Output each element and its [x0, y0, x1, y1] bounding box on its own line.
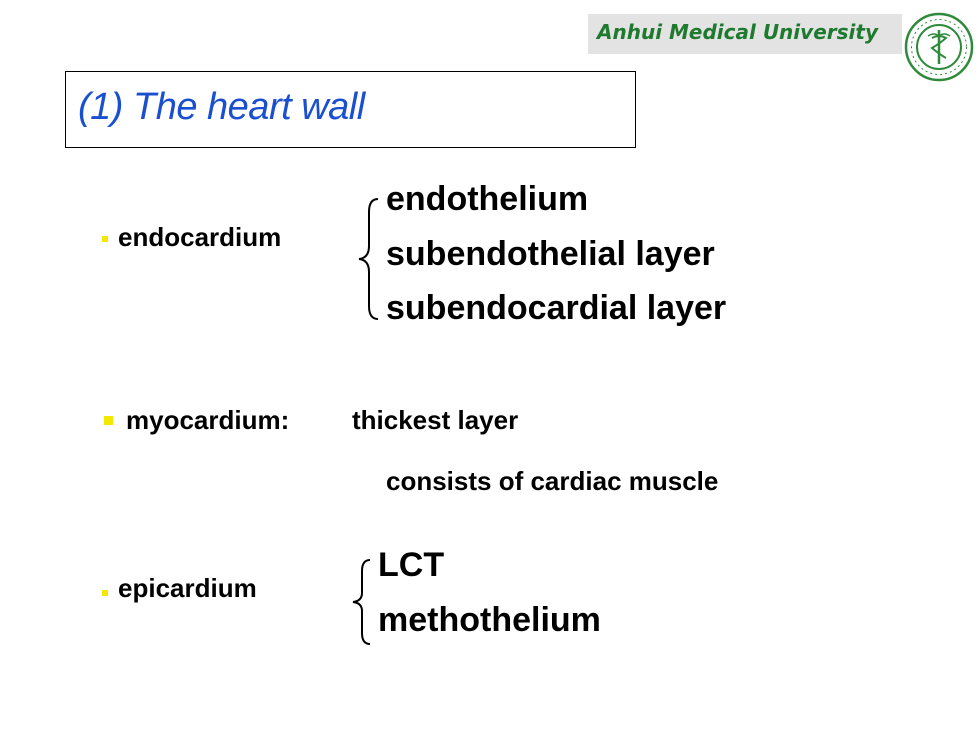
- endocardium-part-3: subendocardial layer: [386, 289, 727, 327]
- institution-name: Anhui Medical University: [597, 20, 878, 44]
- endocardium-part-2: subendothelial layer: [386, 235, 715, 273]
- endocardium-brace: [352, 196, 382, 322]
- endocardium-bullet: [102, 236, 108, 242]
- epicardium-label: epicardium: [118, 573, 257, 603]
- myocardium-description-2: consists of cardiac muscle: [386, 466, 719, 496]
- myocardium-description-1: thickest layer: [352, 405, 519, 435]
- epicardium-part-1: LCT: [378, 546, 445, 584]
- university-seal-icon: [904, 12, 974, 82]
- epicardium-bullet: [102, 590, 108, 596]
- myocardium-label: myocardium:: [126, 405, 290, 435]
- epicardium-part-2: methothelium: [378, 601, 601, 639]
- slide-title: (1) The heart wall: [78, 86, 365, 128]
- myocardium-bullet: [104, 416, 113, 425]
- epicardium-brace: [345, 557, 375, 647]
- endocardium-label: endocardium: [118, 222, 282, 252]
- endocardium-part-1: endothelium: [386, 180, 589, 218]
